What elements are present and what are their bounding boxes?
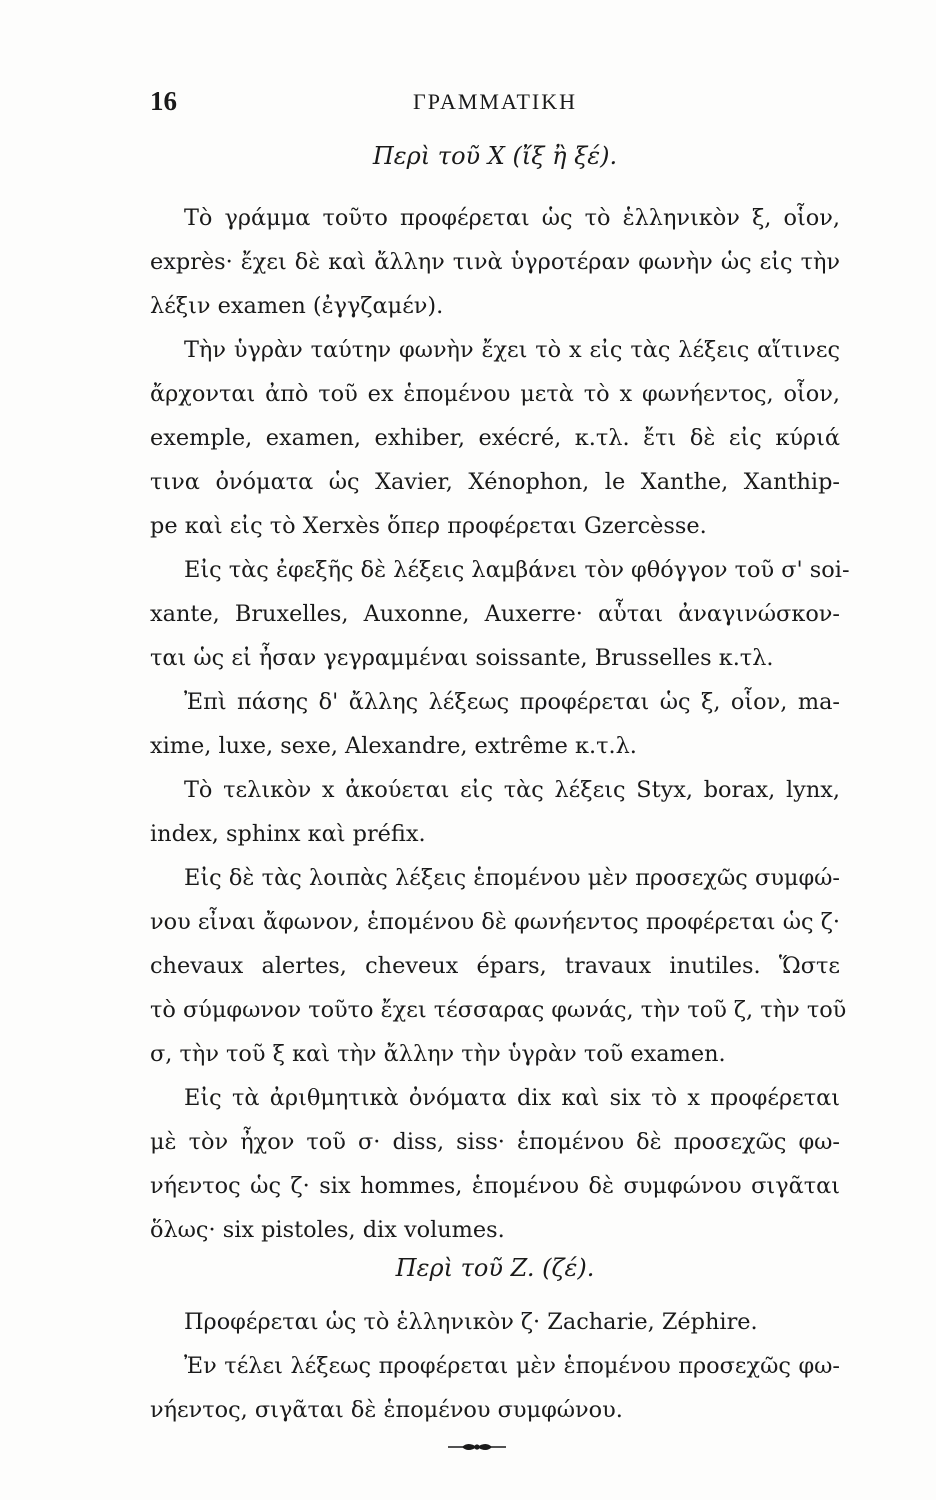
text-line: ἄρχονται ἀπὸ τοῦ ex ἑπομένου μετὰ τὸ x φωνήεντος, οἷον, (150, 381, 840, 407)
page-number: 16 (150, 86, 177, 116)
section-heading-x: Περὶ τοῦ X (ἴξ ἢ ξέ). (372, 142, 618, 170)
text-line: σ, τὴν τοῦ ξ καὶ τὴν ἄλλην τὴν ὑγρὰν τοῦ examen. (150, 1041, 726, 1067)
text-line: Τὴν ὑγρὰν ταύτην φωνὴν ἔχει τὸ x εἰς τὰς λέξεις αἵτινες (184, 337, 840, 363)
printer-rule-ornament-icon (448, 1440, 506, 1454)
text-line: Εἰς τὰ ἀριθμητικὰ ὀνόματα dix καὶ six τὸ x προφέρεται (184, 1085, 840, 1111)
text-line: xante, Bruxelles, Auxonne, Auxerre· αὗται ἀναγινώσκον- (150, 601, 840, 627)
paragraph (150, 548, 850, 680)
text-line: τὸ σύμφωνον τοῦτο ἔχει τέσσαρας φωνάς, τὴν τοῦ ζ, τὴν τοῦ (150, 997, 847, 1023)
text-line: λέξιν examen (ἐγγζαμέν). (150, 293, 444, 319)
text-line: νου εἶναι ἄφωνον, ἑπομένου δὲ φωνήεντος προφέρεται ὡς ζ· (150, 909, 840, 935)
text-line: index, sphinx καὶ préfix. (150, 821, 426, 847)
text-line: exemple, examen, exhiber, exécré, κ.τλ. ἔτι δὲ εἰς κύριά (150, 425, 840, 451)
running-head (150, 86, 840, 120)
section-heading-z: Περὶ τοῦ Z. (ζέ). (395, 1254, 595, 1282)
text-line: Ἐν τέλει λέξεως προφέρεται μὲν ἑπομένου προσεχῶς φω- (184, 1353, 840, 1379)
text-line: μὲ τὸν ἦχον τοῦ σ· diss, siss· ἑπομένου δὲ προσεχῶς φω- (150, 1129, 840, 1155)
text-line: pe καὶ εἰς τὸ Xerxès ὅπερ προφέρεται Gzercèsse. (150, 513, 707, 539)
text-line: Προφέρεται ὡς τὸ ἑλληνικὸν ζ· Zacharie, Zéphire. (184, 1309, 758, 1335)
paragraph (150, 768, 840, 856)
text-line: chevaux alertes, cheveux épars, travaux inutiles. Ὥστε (150, 953, 840, 979)
text-line: ται ὡς εἰ ἦσαν γεγραμμέναι soissante, Brusselles κ.τλ. (150, 645, 774, 671)
paragraph (150, 856, 847, 1076)
paragraph (150, 1344, 840, 1432)
text-line: τινα ὀνόματα ὡς Xavier, Xénophon, le Xanthe, Xanthip- (150, 469, 840, 495)
text-line: ὅλως· six pistoles, dix volumes. (150, 1217, 505, 1243)
text-line: Εἰς δὲ τὰς λοιπὰς λέξεις ἑπομένου μὲν προσεχῶς συμφώ- (184, 865, 840, 891)
text-line: νήεντος ὡς ζ· six hommes, ἑπομένου δὲ συμφώνου σιγᾶται (150, 1173, 840, 1199)
text-line: xime, luxe, sexe, Alexandre, extrême κ.τ.λ. (150, 733, 637, 759)
text-line: exprès· ἔχει δὲ καὶ ἄλλην τινὰ ὑγροτέραν φωνὴν ὡς εἰς τὴν (150, 249, 840, 275)
text-line: Ἐπὶ πάσης δ' ἄλλης λέξεως προφέρεται ὡς ξ, οἷον, ma- (184, 689, 840, 715)
paragraph (150, 1300, 840, 1344)
text-line: Εἰς τὰς ἐφεξῆς δὲ λέξεις λαμβάνει τὸν φθόγγον τοῦ σ' soi- (184, 557, 850, 583)
paragraph (150, 1076, 840, 1252)
text-line: νήεντος, σιγᾶται δὲ ἑπομένου συμφώνου. (150, 1397, 623, 1423)
paragraph (150, 680, 840, 768)
paragraph (150, 328, 840, 548)
paragraph (150, 196, 840, 328)
text-line: Τὸ γράμμα τοῦτο προφέρεται ὡς τὸ ἑλληνικὸν ξ, οἷον, (184, 205, 840, 231)
text-line: Τὸ τελικὸν x ἀκούεται εἰς τὰς λέξεις Styx, borax, lynx, (184, 777, 840, 803)
running-title: ΓΡΑΜΜΑΤΙΚΗ (413, 89, 577, 114)
